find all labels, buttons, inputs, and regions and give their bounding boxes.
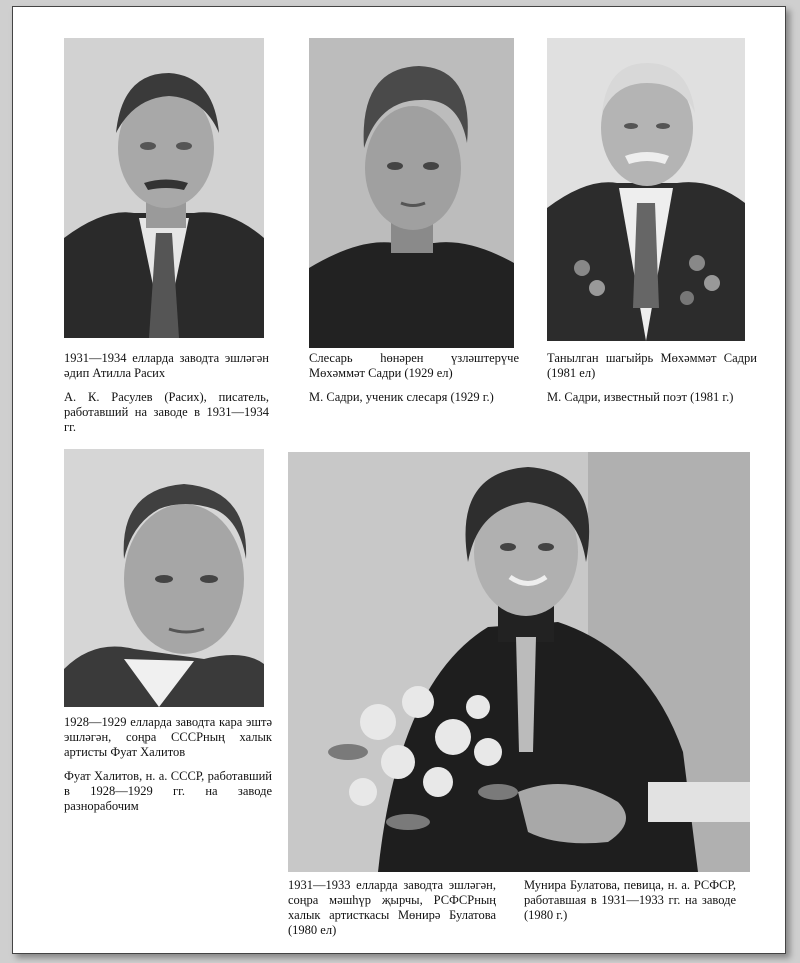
caption-sadri-young-russian: М. Садри, ученик слесаря (1929 г.) bbox=[309, 390, 494, 404]
portrait-photo-bulatova bbox=[288, 452, 750, 872]
caption-khalitov bbox=[64, 715, 272, 814]
caption-khalitov-russian: Фуат Халитов, н. а. СССР, работавший в 1928—1929 гг. на заводе разнорабочим bbox=[64, 769, 272, 813]
caption-bulatova-russian: Мунира Булатова, певица, н. а. РСФСР, работавшая в 1931—1933 гг. на заводе (1980 г.) bbox=[524, 878, 736, 922]
caption-rasulev-tatar: 1931—1934 елларда заводта эшләгән әдип Атилла Расих bbox=[64, 351, 269, 380]
portrait-photo-sadri-old bbox=[547, 38, 745, 341]
caption-sadri-old-russian: М. Садри, известный поэт (1981 г.) bbox=[547, 390, 734, 404]
caption-rasulev bbox=[64, 351, 269, 435]
caption-sadri-young bbox=[309, 351, 519, 405]
portrait-photo-sadri-young bbox=[309, 38, 514, 348]
caption-khalitov-tatar: 1928—1929 елларда заводта кара эштә эшләгән, соңра СССРның халык артисты Фуат Халитов bbox=[64, 715, 272, 759]
book-page bbox=[12, 6, 786, 954]
caption-sadri-old-tatar: Танылган шагыйрь Мөхәммәт Садри (1981 ел) bbox=[547, 351, 757, 380]
caption-sadri-young-tatar: Слесарь һөнәрен үзләштерүче Мөхәммәт Садри (1929 ел) bbox=[309, 351, 519, 380]
caption-bulatova-tatar: 1931—1933 елларда заводта эшләгән, соңра мәшһүр җырчы, РСФСРның халык артисткасы Мөнирә Булатова (1980 ел) bbox=[288, 878, 496, 937]
caption-sadri-old bbox=[547, 351, 757, 405]
portrait-photo-rasulev bbox=[64, 38, 264, 338]
caption-rasulev-russian: А. К. Расулев (Расих), писатель, работавший на заводе в 1931—1934 гг. bbox=[64, 390, 269, 434]
portrait-photo-khalitov bbox=[64, 449, 264, 707]
